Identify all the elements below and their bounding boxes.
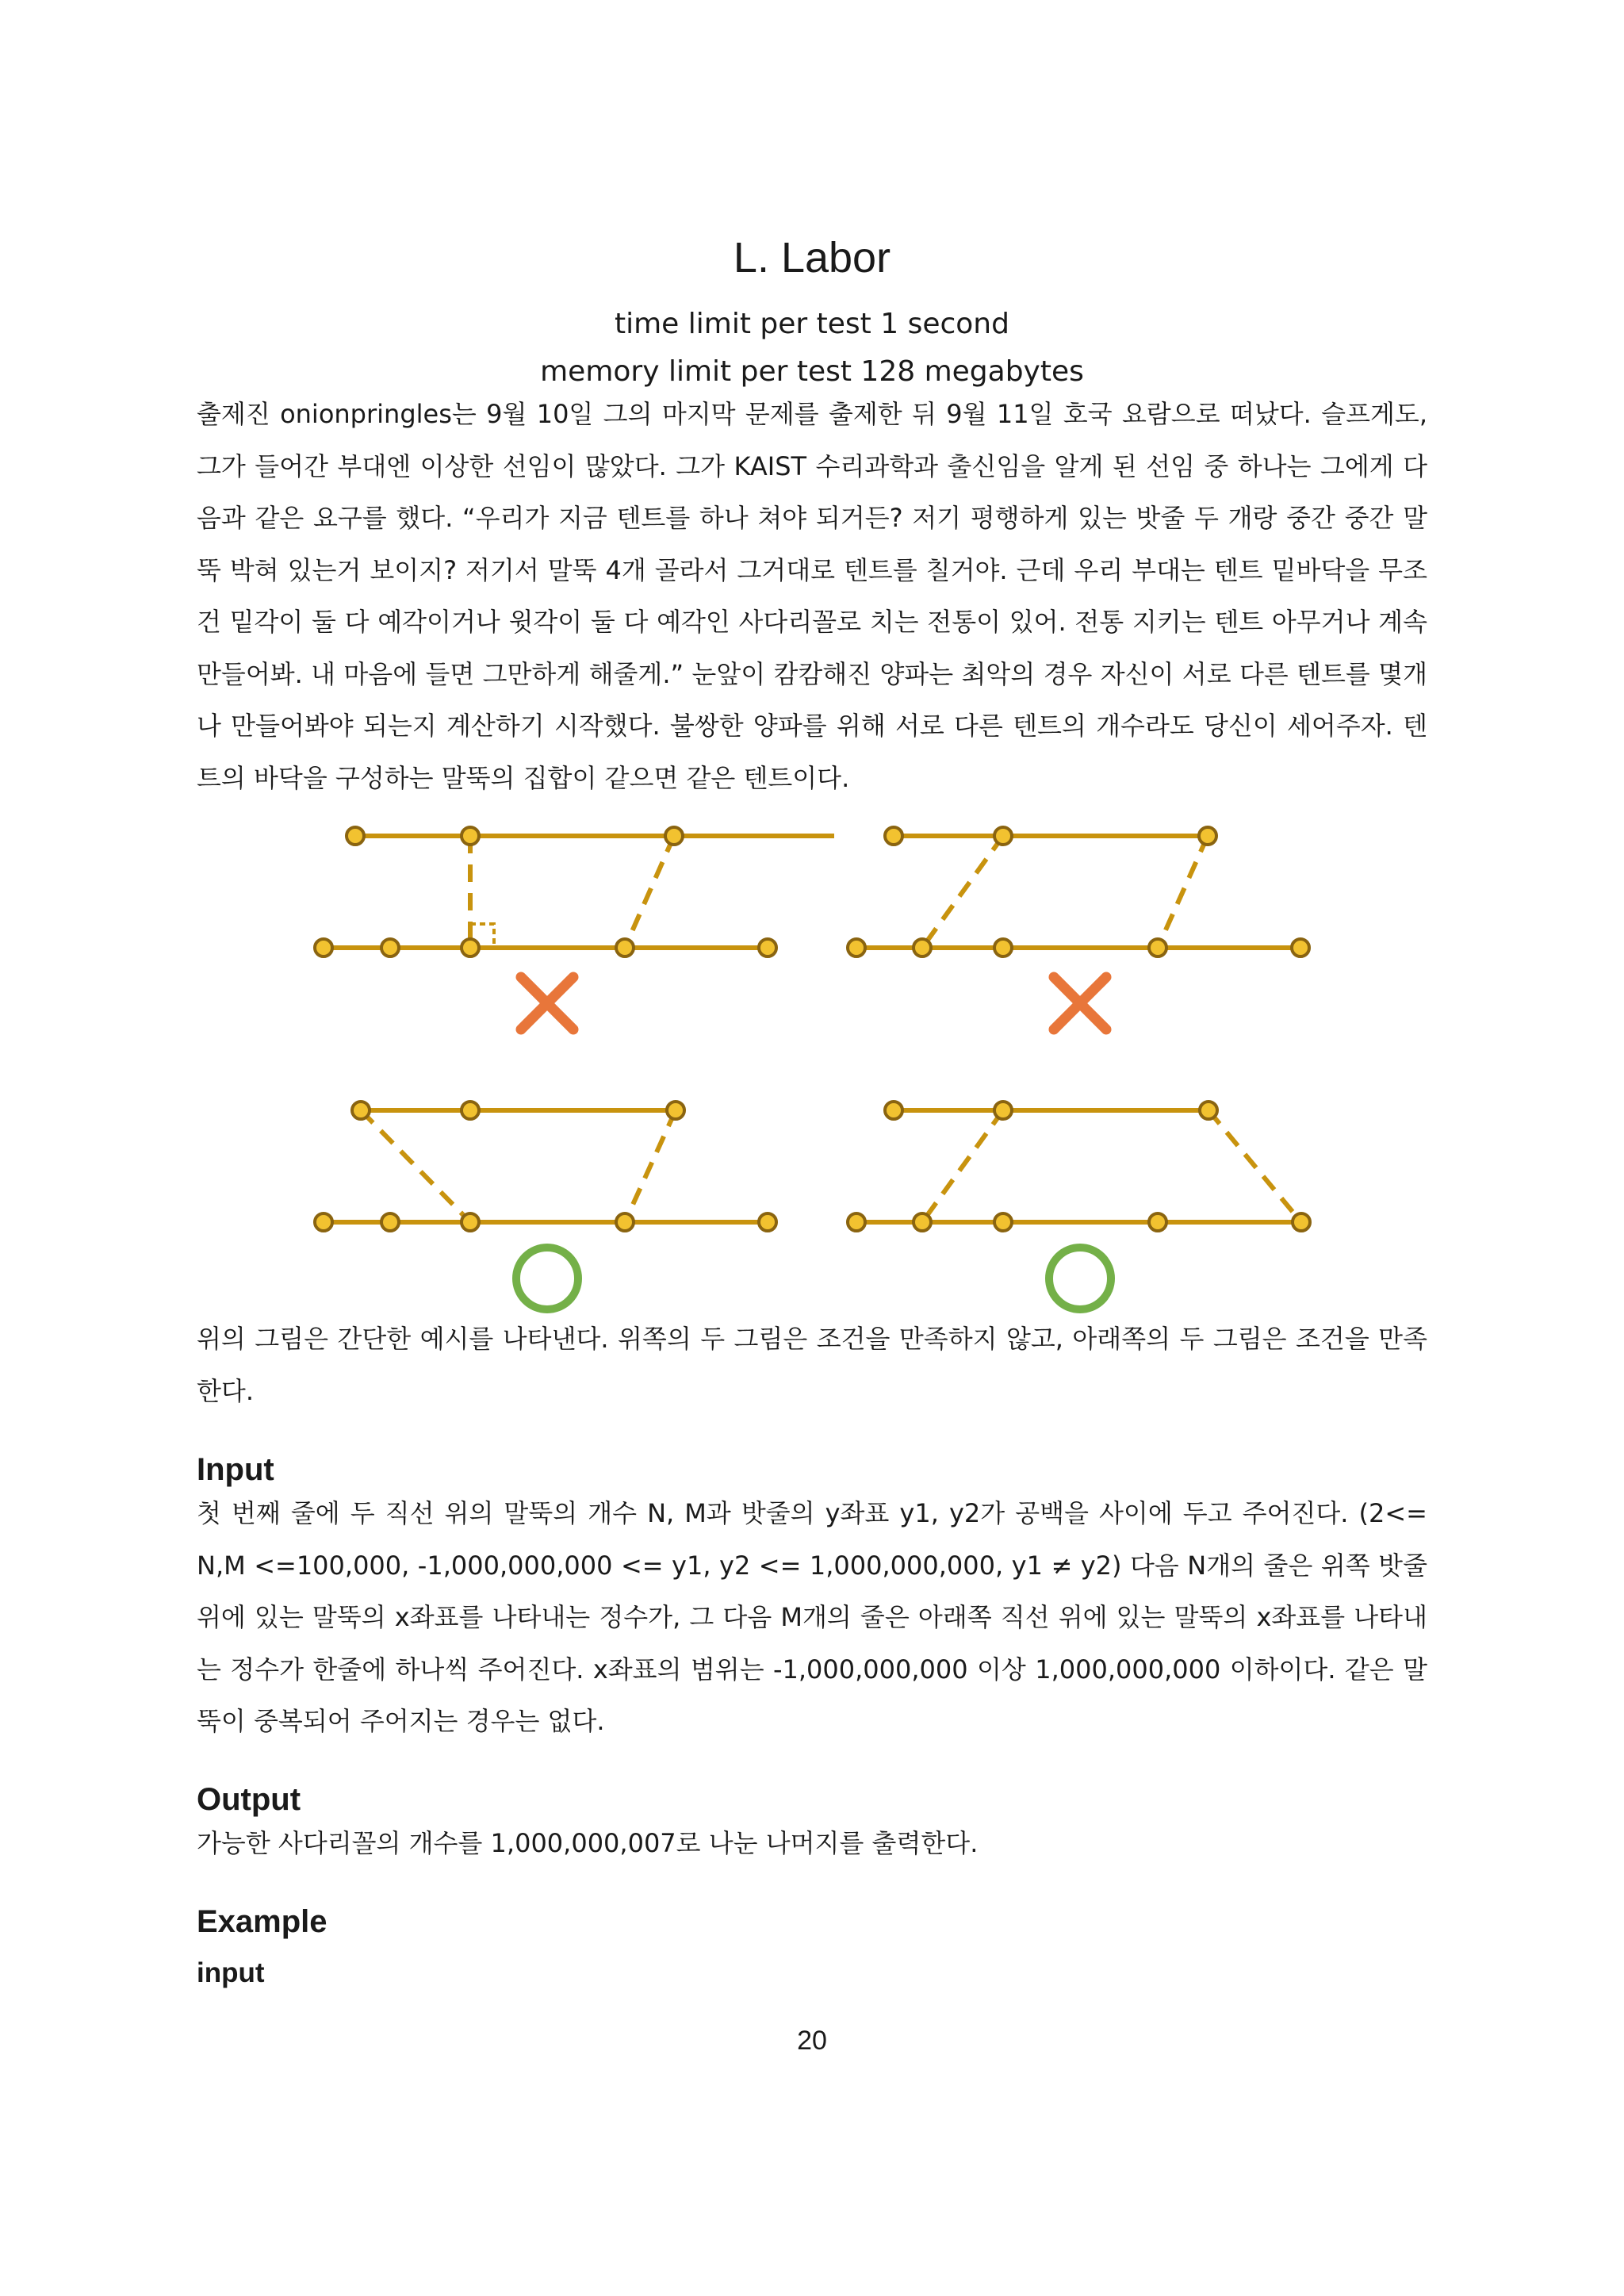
peg-point	[462, 939, 479, 956]
peg-point	[848, 939, 865, 956]
peg-point	[381, 1213, 399, 1231]
example-heading: Example	[197, 1904, 327, 1939]
problem-title: L. Labor	[733, 234, 891, 282]
figure-caption: 위의 그림은 간단한 예시를 나타낸다. 위쪽의 두 그림은 조건을 만족하지 않고, 아래쪽의 두 그림은 조건을 만족한다.	[197, 1324, 1427, 1406]
peg-point	[759, 1213, 776, 1231]
tent-side-dashed-line	[625, 836, 674, 948]
peg-point	[462, 827, 479, 845]
peg-point	[1199, 827, 1216, 845]
peg-point	[1292, 939, 1309, 956]
peg-point	[315, 1213, 332, 1231]
peg-point	[914, 939, 931, 956]
tent-side-dashed-line	[361, 1110, 470, 1222]
peg-point	[352, 1102, 370, 1119]
peg-point	[1200, 1102, 1217, 1119]
peg-point	[994, 827, 1012, 845]
tent-side-dashed-line	[1158, 836, 1208, 948]
tent-side-dashed-line	[922, 836, 1003, 948]
example-input-label: input	[197, 1957, 265, 1988]
cross-icon	[521, 977, 573, 1029]
peg-point	[315, 939, 332, 956]
circle-icon	[1049, 1248, 1111, 1309]
circle-icon	[516, 1248, 578, 1309]
output-text: 가능한 사다리꼴의 개수를 1,000,000,007로 나눈 나머지를 출력한다.	[197, 1828, 979, 1858]
peg-point	[667, 1102, 684, 1119]
peg-point	[994, 1102, 1012, 1119]
peg-point	[1293, 1213, 1310, 1231]
peg-point	[914, 1213, 931, 1231]
peg-point	[885, 1102, 902, 1119]
peg-point	[462, 1213, 479, 1231]
input-text: 첫 번째 줄에 두 직선 위의 말뚝의 개수 N, M과 밧줄의 y좌표 y1, y2가 공백을 사이에 두고 주어진다. (2<= N,M <=100,000, -1,000,000,000 <= y1, y2 <= 1,000,000,000, y1 ≠ y2) 다음 N개의 줄은 위쪽 밧줄 위에 있는 말뚝의 x좌표를 나타내는 정수가, 그 다음 M개의 줄은 아래쪽 직선 위에 있는 말뚝의 x좌표를 나타내는 정수가 한줄에 하나씩 주어진다. x좌표의 범위는 -1,000,000,000 이상 1,000,000,000 이하이다. 같은 말뚝이 중복되어 주어지는 경우는 없다.	[197, 1498, 1427, 1736]
tent-side-dashed-line	[922, 1110, 1003, 1222]
peg-point	[347, 827, 364, 845]
page-number: 20	[797, 2026, 827, 2056]
peg-point	[1149, 939, 1166, 956]
tent-side-dashed-line	[625, 1110, 676, 1222]
peg-point	[616, 939, 634, 956]
peg-point	[462, 1102, 479, 1119]
peg-point	[759, 939, 776, 956]
peg-point	[994, 1213, 1012, 1231]
output-heading: Output	[197, 1782, 301, 1817]
cross-icon	[1054, 977, 1106, 1029]
statement-paragraph: 출제진 onionpringles는 9월 10일 그의 마지막 문제를 출제한 뒤 9월 11일 호국 요람으로 떠났다. 슬프게도, 그가 들어간 부대엔 이상한 선임이 많았다. 그가 KAIST 수리과학과 출신임을 알게 된 선임 중 하나는 그에게 다음과 같은 요구를 했다. “우리가 지금 텐트를 하나 쳐야 되거든? 저기 평행하게 있는 밧줄 두 개랑 중간 중간 말뚝 박혀 있는거 보이지? 저기서 말뚝 4개 골라서 그거대로 텐트를 칠거야. 근데 우리 부대는 텐트 밑바닥을 무조건 밑각이 둘 다 예각이거나 윗각이 둘 다 예각인 사다리꼴로 치는 전통이 있어. 전통 지키는 텐트 아무거나 계속 만들어봐. 내 마음에 들면 그만하게 해줄게.” 눈앞이 캄캄해진 양파는 최악의 경우 자신이 서로 다른 텐트를 몇개나 만들어봐야 되는지 계산하기 시작했다. 불쌍한 양파를 위해 서로 다른 텐트의 개수라도 당신이 세어주자. 텐트의 바닥을 구성하는 말뚝의 집합이 같으면 같은 텐트이다.	[197, 399, 1427, 793]
time-limit: time limit per test 1 second	[615, 308, 1009, 340]
memory-limit: memory limit per test 128 megabytes	[540, 355, 1084, 388]
peg-point	[381, 939, 399, 956]
peg-point	[994, 939, 1012, 956]
tent-side-dashed-line	[1208, 1110, 1301, 1222]
input-heading: Input	[197, 1452, 274, 1487]
peg-point	[665, 827, 683, 845]
peg-point	[848, 1213, 865, 1231]
peg-point	[616, 1213, 634, 1231]
peg-point	[1149, 1213, 1166, 1231]
peg-point	[885, 827, 902, 845]
